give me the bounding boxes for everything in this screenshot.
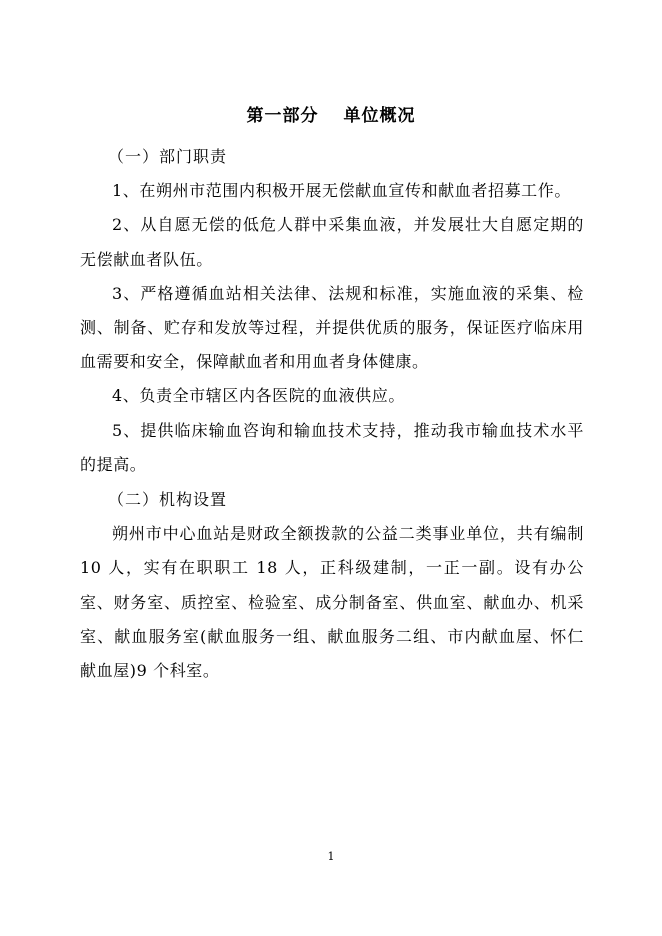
page-number: 1 [327,850,335,863]
section-heading-duties: （一）部门职责 [108,147,228,166]
organization-paragraph: 朔州市中心血站是财政全额拨款的公益二类事业单位，共有编制 10 人，实有在职职工 18 人，正科级建制，一正一副。设有办公室、财务室、质控室、检验室、成分制备室、供血室、献血办、机采室、献血服务室(献血服务一组、献血服务二组、市内献血屋、怀仁献血屋)9 个科室。 [80,524,584,681]
duty-item-5: 5、提供临床输血咨询和输血技术支持，推动我市输血技术水平的提高。 [80,420,584,474]
duty-item-3: 3、严格遵循血站相关法律、法规和标准，实施血液的采集、检测、制备、贮存和发放等过程，并提供优质的服务，保证医疗临床用血需要和安全，保障献血者和用血者身体健康。 [80,283,584,372]
duty-item-2: 2、从自愿无偿的低危人群中采集血液，并发展壮大自愿定期的无偿献血者队伍。 [80,215,584,269]
page-title: 第一部分 单位概况 [246,106,416,126]
section-heading-organization: （二）机构设置 [108,490,228,510]
duty-item-4: 4、负责全市辖区内各医院的血液供应。 [112,386,405,406]
duty-item-1: 1、在朔州市范围内积极开展无偿献血宣传和献血者招募工作。 [112,181,571,201]
document-body [80,140,584,688]
